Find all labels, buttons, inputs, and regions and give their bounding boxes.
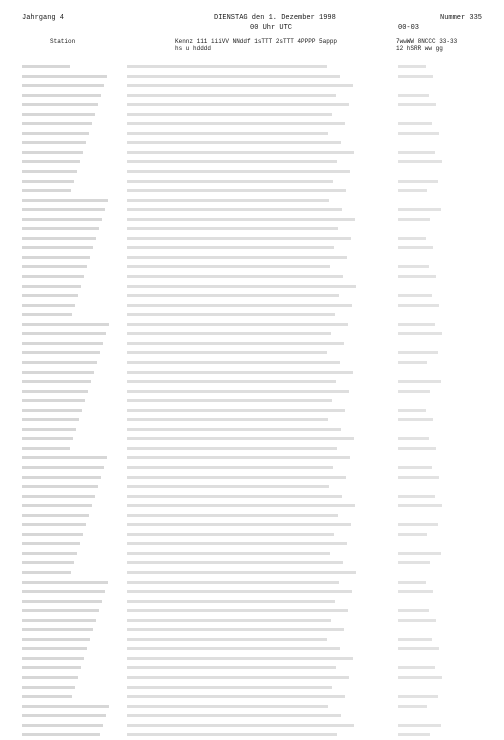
station-name-illegible [22, 581, 108, 584]
code-groups-illegible [127, 246, 334, 249]
right-codes-illegible [398, 476, 439, 479]
table-row [22, 91, 482, 101]
code-groups-illegible [127, 437, 354, 440]
station-name-illegible [22, 466, 104, 469]
station-name-illegible [22, 437, 73, 440]
table-row [22, 368, 482, 378]
right-codes-illegible [398, 733, 430, 736]
table-row [22, 110, 482, 120]
right-codes-illegible [398, 180, 438, 183]
right-codes-illegible [398, 647, 439, 650]
table-row [22, 692, 482, 702]
table-row [22, 587, 482, 597]
station-name-illegible [22, 351, 100, 354]
code-groups-illegible [127, 657, 353, 660]
station-name-illegible [22, 495, 95, 498]
table-row [22, 177, 482, 187]
station-name-illegible [22, 428, 76, 431]
station-name-illegible [22, 342, 103, 345]
table-row [22, 377, 482, 387]
table-row [22, 81, 482, 91]
code-groups-illegible [127, 323, 348, 326]
station-name-illegible [22, 600, 102, 603]
station-name-illegible [22, 103, 98, 106]
table-row [22, 157, 482, 167]
station-name-illegible [22, 227, 99, 230]
table-row [22, 434, 482, 444]
code-groups-illegible [127, 218, 355, 221]
code-groups-illegible [127, 390, 349, 393]
report-time-range: 00-03 [398, 24, 420, 32]
code-groups-illegible [127, 170, 350, 173]
code-groups-illegible [127, 686, 332, 689]
right-codes-illegible [398, 533, 427, 536]
right-codes-illegible [398, 265, 429, 268]
code-groups-illegible [127, 676, 349, 679]
code-groups-illegible [127, 447, 337, 450]
code-groups-illegible [127, 714, 341, 717]
code-groups-illegible [127, 122, 345, 125]
code-groups-illegible [127, 495, 342, 498]
right-codes-illegible [398, 619, 436, 622]
code-groups-illegible [127, 552, 330, 555]
table-row [22, 167, 482, 177]
right-codes-illegible [398, 466, 432, 469]
code-groups-illegible [127, 409, 345, 412]
station-name-illegible [22, 647, 87, 650]
code-groups-illegible [127, 380, 336, 383]
column-header-right [396, 38, 457, 52]
code-groups-illegible [127, 561, 343, 564]
column-header-right-line-2: 12 hSRR ww gg [396, 45, 443, 52]
right-codes-illegible [398, 437, 429, 440]
code-groups-illegible [127, 533, 334, 536]
table-row [22, 635, 482, 645]
table-row [22, 482, 482, 492]
station-name-illegible [22, 533, 83, 536]
code-groups-illegible [127, 504, 355, 507]
code-groups-illegible [127, 75, 340, 78]
table-row [22, 683, 482, 693]
code-groups-illegible [127, 733, 337, 736]
table-row [22, 444, 482, 454]
station-name-illegible [22, 638, 90, 641]
column-header-codes-line-2: hs u hdddd [175, 45, 212, 52]
table-row [22, 501, 482, 511]
code-groups-illegible [127, 542, 347, 545]
table-row [22, 148, 482, 158]
table-row [22, 339, 482, 349]
right-codes-illegible [398, 590, 433, 593]
code-groups-illegible [127, 313, 335, 316]
station-name-illegible [22, 294, 78, 297]
code-groups-illegible [127, 208, 342, 211]
table-row [22, 205, 482, 215]
code-groups-illegible [127, 590, 352, 593]
report-header-left: Jahrgang 4 [22, 14, 65, 22]
table-row [22, 549, 482, 559]
station-name-illegible [22, 332, 106, 335]
station-name-illegible [22, 504, 92, 507]
station-name-illegible [22, 390, 88, 393]
code-groups-illegible [127, 275, 343, 278]
table-row [22, 387, 482, 397]
column-header-codes-line-1: Kennz 111 iiiVV NNddf 1sTTT 2sTTT 4PPPP 5appp [175, 38, 338, 45]
code-groups-illegible [127, 94, 336, 97]
station-name-illegible [22, 514, 89, 517]
table-row [22, 72, 482, 82]
code-groups-illegible [127, 256, 347, 259]
code-groups-illegible [127, 84, 353, 87]
code-groups-illegible [127, 342, 344, 345]
table-row [22, 310, 482, 320]
right-codes-illegible [398, 246, 433, 249]
code-groups-illegible [127, 151, 354, 154]
station-name-illegible [22, 151, 83, 154]
code-groups-illegible [127, 237, 351, 240]
code-groups-illegible [127, 695, 345, 698]
table-row [22, 520, 482, 530]
right-codes-illegible [398, 561, 430, 564]
right-codes-illegible [398, 447, 436, 450]
code-groups-illegible [127, 141, 341, 144]
station-name-illegible [22, 180, 74, 183]
code-groups-illegible [127, 304, 352, 307]
station-name-illegible [22, 561, 74, 564]
station-name-illegible [22, 686, 75, 689]
station-name-illegible [22, 304, 75, 307]
table-row [22, 673, 482, 683]
station-name-illegible [22, 170, 77, 173]
right-codes-illegible [398, 390, 430, 393]
station-name-illegible [22, 113, 95, 116]
table-row [22, 348, 482, 358]
table-row [22, 62, 482, 72]
table-row [22, 721, 482, 731]
code-groups-illegible [127, 705, 328, 708]
code-groups-illegible [127, 160, 337, 163]
right-codes-illegible [398, 523, 438, 526]
table-row [22, 625, 482, 635]
code-groups-illegible [127, 418, 328, 421]
right-codes-illegible [398, 418, 433, 421]
table-row [22, 568, 482, 578]
table-row [22, 511, 482, 521]
station-name-illegible [22, 94, 101, 97]
right-codes-illegible [398, 705, 427, 708]
station-name-illegible [22, 361, 97, 364]
code-groups-illegible [127, 609, 348, 612]
right-codes-illegible [398, 304, 439, 307]
code-groups-illegible [127, 227, 338, 230]
station-name-illegible [22, 265, 87, 268]
column-header-codes [175, 38, 337, 52]
code-groups-illegible [127, 180, 333, 183]
station-name-illegible [22, 65, 70, 68]
code-groups-illegible [127, 65, 327, 68]
station-name-illegible [22, 275, 84, 278]
code-groups-illegible [127, 638, 327, 641]
right-codes-illegible [398, 151, 435, 154]
table-row [22, 558, 482, 568]
station-name-illegible [22, 571, 71, 574]
right-codes-illegible [398, 695, 438, 698]
code-groups-illegible [127, 199, 329, 202]
table-row [22, 463, 482, 473]
code-groups-illegible [127, 456, 350, 459]
table-row [22, 138, 482, 148]
right-codes-illegible [398, 581, 426, 584]
code-groups-illegible [127, 113, 332, 116]
station-name-illegible [22, 323, 109, 326]
station-name-illegible [22, 733, 100, 736]
station-name-illegible [22, 657, 84, 660]
station-name-illegible [22, 84, 104, 87]
report-time-label: 00 Uhr UTC [250, 24, 293, 32]
station-name-illegible [22, 476, 101, 479]
station-name-illegible [22, 628, 93, 631]
code-groups-illegible [127, 428, 341, 431]
right-codes-illegible [398, 294, 432, 297]
station-name-illegible [22, 447, 70, 450]
station-name-illegible [22, 552, 77, 555]
code-groups-illegible [127, 332, 331, 335]
right-codes-illegible [398, 132, 439, 135]
table-row [22, 320, 482, 330]
station-name-illegible [22, 132, 89, 135]
right-codes-illegible [398, 638, 432, 641]
station-name-illegible [22, 456, 107, 459]
right-codes-illegible [398, 275, 436, 278]
code-groups-illegible [127, 666, 336, 669]
table-row [22, 243, 482, 253]
table-row [22, 186, 482, 196]
station-name-illegible [22, 208, 105, 211]
right-codes-illegible [398, 237, 426, 240]
station-name-illegible [22, 160, 80, 163]
table-row [22, 253, 482, 263]
code-groups-illegible [127, 466, 333, 469]
table-row [22, 453, 482, 463]
station-name-illegible [22, 695, 72, 698]
table-row [22, 215, 482, 225]
table-row [22, 530, 482, 540]
table-row [22, 262, 482, 272]
right-codes-illegible [398, 218, 430, 221]
right-codes-illegible [398, 724, 441, 727]
table-row [22, 663, 482, 673]
code-groups-illegible [127, 103, 349, 106]
table-row [22, 129, 482, 139]
table-row [22, 224, 482, 234]
code-groups-illegible [127, 724, 354, 727]
table-row [22, 578, 482, 588]
station-name-illegible [22, 666, 81, 669]
right-codes-illegible [398, 323, 435, 326]
table-row [22, 272, 482, 282]
column-header-station: Station [50, 38, 76, 45]
code-groups-illegible [127, 581, 339, 584]
station-name-illegible [22, 237, 96, 240]
right-codes-illegible [398, 75, 433, 78]
station-name-illegible [22, 256, 90, 259]
code-groups-illegible [127, 571, 356, 574]
table-row [22, 282, 482, 292]
code-groups-illegible [127, 514, 338, 517]
table-row [22, 492, 482, 502]
table-row [22, 425, 482, 435]
table-row [22, 606, 482, 616]
code-groups-illegible [127, 361, 340, 364]
station-name-illegible [22, 485, 98, 488]
code-groups-illegible [127, 189, 346, 192]
code-groups-illegible [127, 285, 356, 288]
station-name-illegible [22, 542, 80, 545]
station-name-illegible [22, 285, 81, 288]
station-name-illegible [22, 418, 79, 421]
right-codes-illegible [398, 409, 426, 412]
code-groups-illegible [127, 600, 335, 603]
station-name-illegible [22, 380, 91, 383]
right-codes-illegible [398, 208, 441, 211]
code-groups-illegible [127, 371, 353, 374]
table-row [22, 730, 482, 740]
table-row [22, 196, 482, 206]
code-groups-illegible [127, 399, 332, 402]
report-header-number: Nummer 335 [440, 14, 483, 22]
station-name-illegible [22, 218, 102, 221]
table-row [22, 396, 482, 406]
station-name-illegible [22, 523, 86, 526]
right-codes-illegible [398, 361, 427, 364]
code-groups-illegible [127, 476, 346, 479]
station-name-illegible [22, 399, 85, 402]
table-row [22, 644, 482, 654]
observation-table [22, 62, 482, 740]
table-row [22, 234, 482, 244]
right-codes-illegible [398, 122, 432, 125]
code-groups-illegible [127, 132, 328, 135]
right-codes-illegible [398, 380, 441, 383]
table-row [22, 702, 482, 712]
station-name-illegible [22, 714, 106, 717]
table-row [22, 654, 482, 664]
code-groups-illegible [127, 294, 339, 297]
table-row [22, 329, 482, 339]
station-name-illegible [22, 724, 103, 727]
station-name-illegible [22, 189, 71, 192]
station-name-illegible [22, 313, 72, 316]
table-row [22, 301, 482, 311]
code-groups-illegible [127, 619, 331, 622]
table-row [22, 291, 482, 301]
table-row [22, 616, 482, 626]
code-groups-illegible [127, 647, 340, 650]
station-name-illegible [22, 122, 92, 125]
right-codes-illegible [398, 189, 427, 192]
right-codes-illegible [398, 65, 426, 68]
station-name-illegible [22, 619, 96, 622]
right-codes-illegible [398, 666, 435, 669]
station-name-illegible [22, 409, 82, 412]
code-groups-illegible [127, 351, 327, 354]
right-codes-illegible [398, 495, 435, 498]
right-codes-illegible [398, 94, 429, 97]
table-row [22, 473, 482, 483]
column-header-right-line-1: 7wwWW 8NCCC 33-33 [396, 38, 458, 45]
code-groups-illegible [127, 628, 344, 631]
table-row [22, 415, 482, 425]
right-codes-illegible [398, 609, 429, 612]
right-codes-illegible [398, 160, 442, 163]
right-codes-illegible [398, 552, 441, 555]
report-header-date: DIENSTAG den 1. Dezember 1998 [214, 14, 336, 22]
right-codes-illegible [398, 504, 442, 507]
station-name-illegible [22, 371, 94, 374]
station-name-illegible [22, 676, 78, 679]
station-name-illegible [22, 705, 109, 708]
table-row [22, 406, 482, 416]
right-codes-illegible [398, 103, 436, 106]
code-groups-illegible [127, 485, 329, 488]
station-name-illegible [22, 609, 99, 612]
table-row [22, 119, 482, 129]
station-name-illegible [22, 199, 108, 202]
station-name-illegible [22, 141, 86, 144]
right-codes-illegible [398, 676, 442, 679]
station-name-illegible [22, 590, 105, 593]
table-row [22, 100, 482, 110]
table-row [22, 597, 482, 607]
code-groups-illegible [127, 265, 330, 268]
station-name-illegible [22, 75, 107, 78]
right-codes-illegible [398, 332, 442, 335]
station-name-illegible [22, 246, 93, 249]
table-row [22, 358, 482, 368]
right-codes-illegible [398, 351, 438, 354]
table-row [22, 711, 482, 721]
code-groups-illegible [127, 523, 351, 526]
table-row [22, 539, 482, 549]
